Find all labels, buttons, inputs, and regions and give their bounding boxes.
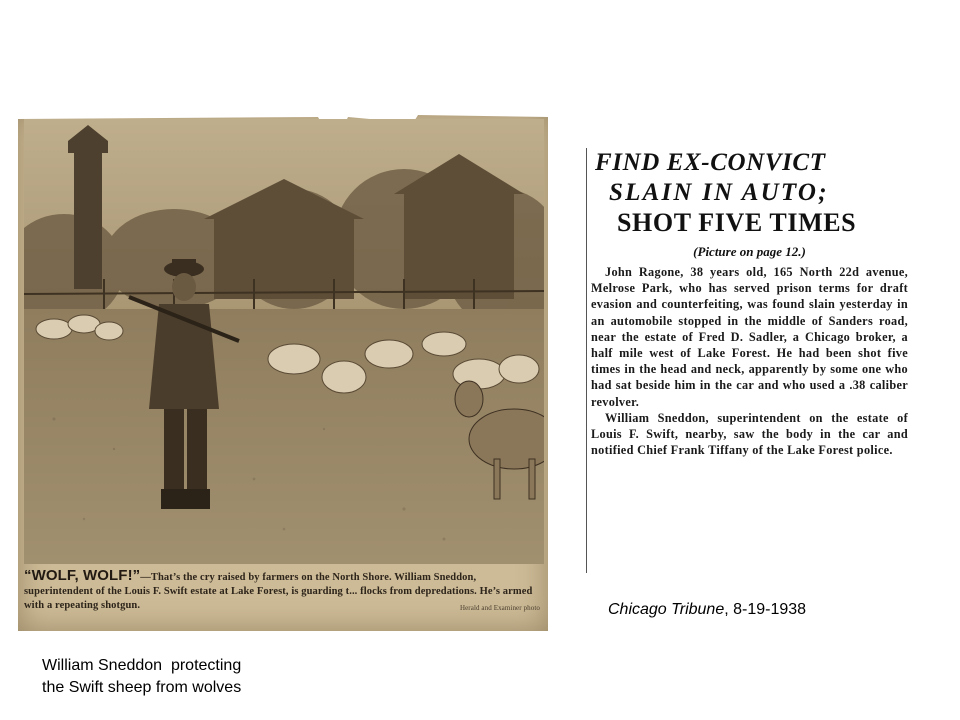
water-tower [68, 125, 108, 289]
caption-body: —That’s the cry raised by farmers on the North Shore. William Sneddon, superintendent of the Louis F. Swift estate at Lake Forest, is guarding t... flocks from depredations. He’s armed with a repeating shotgun. [24, 572, 533, 611]
headline-line-2: SLAIN IN AUTO; [609, 179, 829, 206]
newspaper-photo-caption [24, 569, 544, 627]
photo-credit: Herald and Examiner photo [459, 604, 540, 612]
description-line-2: the Swift sheep from wolves [42, 679, 242, 696]
photo-description [42, 655, 241, 699]
headline-line-3: SHOT FIVE TIMES [617, 208, 857, 237]
article-subhead: (Picture on page 12.) [693, 244, 806, 259]
sheep-photo [24, 119, 544, 564]
source-caption [608, 601, 806, 619]
photo-clipping [18, 111, 548, 631]
headline-line-1: FIND EX-CONVICT [595, 149, 826, 176]
publication-name: Chicago Tribune [608, 601, 725, 618]
article-paragraph-2: William Sneddon, superintendent on the estate of Louis F. Swift, nearby, saw the body in the car and notified Chief Frank Tiffany of the Lake Forest police. [591, 410, 908, 458]
article-paragraph-1: John Ragone, 38 years old, 165 North 22d avenue, Melrose Park, who has served prison terms for draft evasion and counterfeiting, was found slain yesterday in an automobile stopped in the middle of Sanders road, near the estate of Fred D. Sadler, a Chicago broker, a half mile west of Lake Forest. He had been shot five times in the head and neck, apparently by some one who had sat beside him in the car and who used a .38 caliber revolver. [591, 265, 908, 409]
article-headline [587, 148, 912, 238]
caption-lead: “WOLF, WOLF!” [24, 567, 141, 584]
publication-date: , 8-19-1938 [724, 601, 807, 618]
description-line-1: William Sneddon protecting [42, 657, 242, 674]
article-clipping [586, 148, 912, 573]
